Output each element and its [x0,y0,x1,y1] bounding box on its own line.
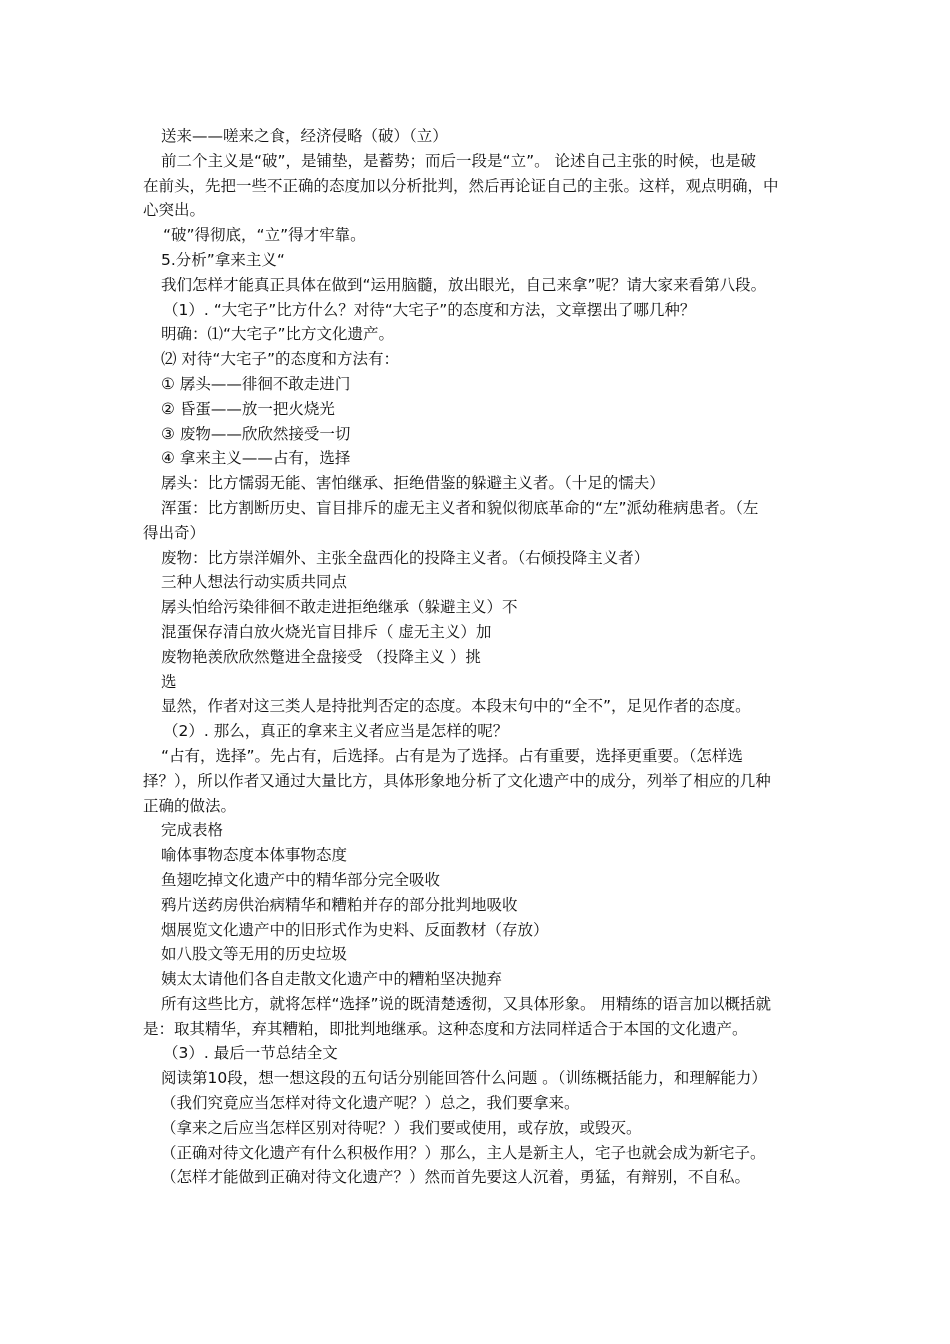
table-row: 鸦片送药房供治病精华和糟粕并存的部分批判地吸收 [161,895,518,914]
text-line: 前二个主义是“破”，是铺垫，是蓄势；而后一段是“立”。 论述自己主张的时候，也是破 [161,151,757,170]
text-line: 废物艳羡欣欣然蹩进全盘接受 （投降主义 ）挑 [161,647,481,666]
document-body [143,124,813,1190]
list-item: ① 孱头——徘徊不敢走进门 [161,374,351,393]
text-line: （拿来之后应当怎样区别对待呢？）我们要或使用，或存放，或毁灭。 [161,1118,642,1137]
text-line: 心突出。 [143,201,206,220]
text-line: 所有这些比方，就将怎样“选择”说的既清楚透彻，又具体形象。 用精练的语言加以概括就 [161,994,771,1013]
text-line: 正确的做法。 [143,796,237,815]
text-line: 是：取其精华，弃其糟粕，即批判地继承。这种态度和方法同样适合于本国的文化遗产。 [143,1019,748,1038]
table-row: 鱼翅吃掉文化遗产中的精华部分完全吸收 [161,870,441,889]
table-row: 如八股文等无用的历史垃圾 [161,945,348,964]
text-line: （正确对待文化遗产有什么积极作用？）那么，主人是新主人，宅子也就会成为新宅子。 [161,1143,766,1162]
text-line: 孱头怕给污染徘徊不敢走进拒绝继承（躲避主义）不 [161,598,518,617]
text-line: ⑵ 对待“大宅子”的态度和方法有： [161,350,399,369]
text-line: （怎样才能做到正确对待文化遗产？）然而首先要这人沉着，勇猛，有辩别，不自私。 [161,1168,751,1187]
text-line: 在前头，先把一些不正确的态度加以分析批判，然后再论证自己的主张。这样，观点明确，中 [143,176,779,195]
text-line: 我们怎样才能真正具体在做到“运用脑髓，放出眼光，自己来拿”呢？请大家来看第八段。 [161,275,767,294]
table-row: 烟展览文化遗产中的旧形式作为史料、反面教材（存放） [161,920,549,939]
text-line: 显然，作者对这三类人是持批判否定的态度。本段末句中的“全不”，足见作者的态度。 [161,697,751,716]
text-line: 混蛋保存清白放火烧光盲目排斥（ 虚无主义）加 [161,622,492,641]
text-line: 得出奇） [143,523,206,542]
question-line: （1）. “大宅子”比方什么？对待“大宅子”的态度和方法，文章摆出了哪几种？ [163,300,696,319]
text-line: 完成表格 [161,821,224,840]
text-line: 阅读第10段，想一想这段的五句话分别能回答什么问题 。（训练概括能力，和理解能力） [161,1069,767,1088]
text-line: 选 [161,672,177,691]
question-line: （3）. 最后一节总结全文 [163,1044,338,1063]
list-item: ④ 拿来主义——占有，选择 [161,449,351,468]
text-line: 浑蛋：比方割断历史、盲目排斥的虚无主义者和貌似彻底革命的“左”派幼稚病患者。（左 [161,498,759,517]
question-line: （2）. 那么，真正的拿来主义者应当是怎样的呢？ [163,722,509,741]
text-line: 送来——嗟来之食，经济侵略（破）（立） [161,127,448,145]
text-line: （我们究竟应当怎样对待文化遗产呢？）总之，我们要拿来。 [161,1094,580,1113]
table-row: 喻体事物态度本体事物态度 [161,846,348,865]
list-item: ② 昏蛋——放一把火烧光 [161,399,335,418]
text-line: 明确：⑴“大宅子”比方文化遗产。 [161,325,395,344]
text-line: 废物：比方崇洋媚外、主张全盘西化的投降主义者。（右倾投降主义者） [161,548,650,567]
section-heading: 5.分析”拿来主义“ [161,250,285,269]
text-line: 择？），所以作者又通过大量比方，具体形象地分析了文化遗产中的成分，列举了相应的几种 [143,771,771,790]
list-item: ③ 废物——欣欣然接受一切 [161,424,351,443]
text-line: “占有，选择”。先占有，后选择。占有是为了选择。占有重要，选择更重要。（怎样选 [161,746,743,765]
text-line: “破”得彻底，“立”得才牢靠。 [163,226,366,245]
text-line: 三种人想法行动实质共同点 [161,573,348,592]
table-row: 姨太太请他们各自走散文化遗产中的糟粕坚决抛弃 [161,970,503,989]
text-line: 孱头：比方懦弱无能、害怕继承、拒绝借鉴的躲避主义者。（十足的懦夫） [161,474,665,493]
